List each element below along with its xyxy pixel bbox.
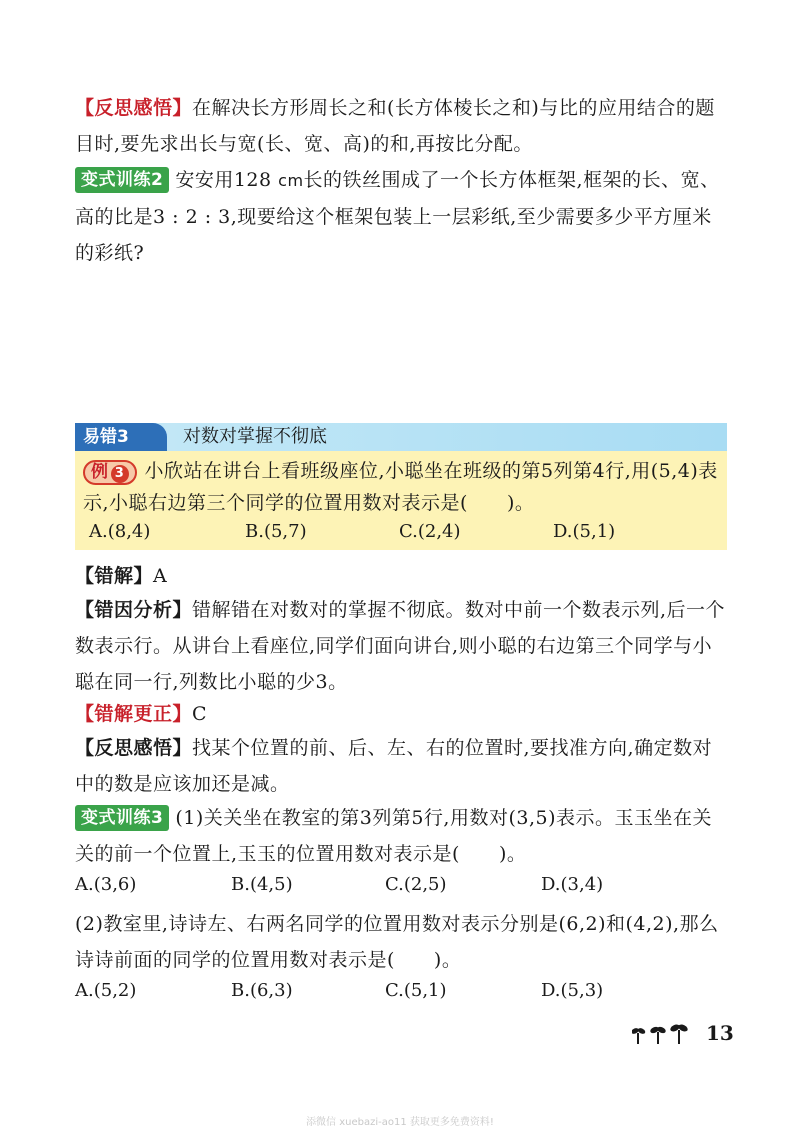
reflection-2-text: 找某个位置的前、后、左、右的位置时,要找准方向,确定数对中的数是应该加还是减。 bbox=[75, 737, 713, 795]
example-badge bbox=[83, 460, 137, 485]
error-3-tab bbox=[75, 423, 167, 451]
error-3-body bbox=[75, 451, 727, 550]
variant-3-q2-text: (2)教室里,诗诗左、右两名同学的位置用数对表示分别是(6,2)和(4,2),那么诗诗前面的同学的位置用数对表示是( )。 bbox=[75, 913, 719, 971]
variant-3-q2-options bbox=[75, 976, 730, 1006]
wrong-answer bbox=[75, 558, 730, 594]
reflection-paragraph-1 bbox=[75, 90, 730, 162]
example-number: 3 bbox=[111, 465, 129, 483]
variant-3-q1-options bbox=[75, 870, 730, 900]
error-3-box bbox=[75, 423, 727, 550]
page-number: 13 bbox=[706, 1021, 734, 1045]
variant-2-badge: 变式训练2 bbox=[75, 167, 169, 193]
q2-option-b: B.(6,3) bbox=[231, 980, 293, 1001]
example-option-b: B.(5,7) bbox=[245, 521, 307, 542]
example-question-text: 小欣站在讲台上看班级座位,小聪坐在班级的第5列第4行,用(5,4)表示,小聪右边第三个同学的位置用数对表示是( )。 bbox=[83, 460, 718, 514]
example-option-a: A.(8,4) bbox=[89, 521, 151, 542]
example-3-question bbox=[83, 455, 719, 519]
correction bbox=[75, 696, 730, 732]
example-option-d: D.(5,1) bbox=[553, 521, 616, 542]
q2-option-a: A.(5,2) bbox=[75, 980, 137, 1001]
variant-training-3-q1 bbox=[75, 800, 730, 872]
variant-2-text-b: 长的铁丝围成了一个长方体框架,框架的长、宽、高的比是3 : 2 : 3,现要给这个框架包装上一层彩纸,至少需要多少平方厘米的彩纸? bbox=[75, 169, 720, 264]
watermark: 添微信 xuebazi-ao11 获取更多免费资料! bbox=[306, 1117, 494, 1128]
error-analysis bbox=[75, 592, 730, 700]
analysis-label: 【错因分析】 bbox=[75, 599, 193, 621]
example-options bbox=[89, 517, 719, 547]
reflection-label: 【反思感悟】 bbox=[75, 97, 193, 119]
reflection-text: 在解决长方形周长之和(长方体棱长之和)与比的应用结合的题目时,要先求出长与宽(长、宽、高)的和,再按比分配。 bbox=[75, 97, 715, 155]
correction-value: C bbox=[192, 703, 208, 725]
q1-option-d: D.(3,4) bbox=[541, 874, 604, 895]
variant-training-3-q2 bbox=[75, 906, 730, 978]
variant-2-text-a: 安安用128 bbox=[175, 169, 272, 191]
wrong-answer-value: A bbox=[153, 565, 168, 587]
q2-option-d: D.(5,3) bbox=[541, 980, 604, 1001]
variant-3-q1-text: (1)关关坐在教室的第3列第5行,用数对(3,5)表示。玉玉坐在关关的前一个位置上,玉玉的位置用数对表示是( )。 bbox=[75, 807, 713, 865]
q1-option-a: A.(3,6) bbox=[75, 874, 137, 895]
example-label: 例 bbox=[91, 462, 109, 482]
example-option-c: C.(2,4) bbox=[399, 521, 461, 542]
error-3-header bbox=[75, 423, 727, 451]
error-3-title: 对数对掌握不彻底 bbox=[183, 426, 327, 447]
reflection-paragraph-2 bbox=[75, 730, 730, 802]
correction-label: 【错解更正】 bbox=[75, 703, 193, 725]
q2-option-c: C.(5,1) bbox=[385, 980, 447, 1001]
q1-option-c: C.(2,5) bbox=[385, 874, 447, 895]
variant-training-2 bbox=[75, 162, 730, 271]
reflection-2-label: 【反思感悟】 bbox=[75, 737, 193, 759]
variant-3-badge: 变式训练3 bbox=[75, 805, 169, 831]
sprout-decoration-icon bbox=[632, 1022, 696, 1046]
wrong-answer-label: 【错解】 bbox=[75, 565, 154, 587]
analysis-text: 错解错在对数对的掌握不彻底。数对中前一个数表示列,后一个数表示行。从讲台上看座位,同学们面向讲台,则小聪的右边第三个同学与小聪在同一行,列数比小聪的少3。 bbox=[75, 599, 726, 693]
q1-option-b: B.(4,5) bbox=[231, 874, 293, 895]
error-3-tab-label: 易错3 bbox=[83, 427, 129, 447]
variant-2-unit: cm bbox=[278, 171, 304, 190]
